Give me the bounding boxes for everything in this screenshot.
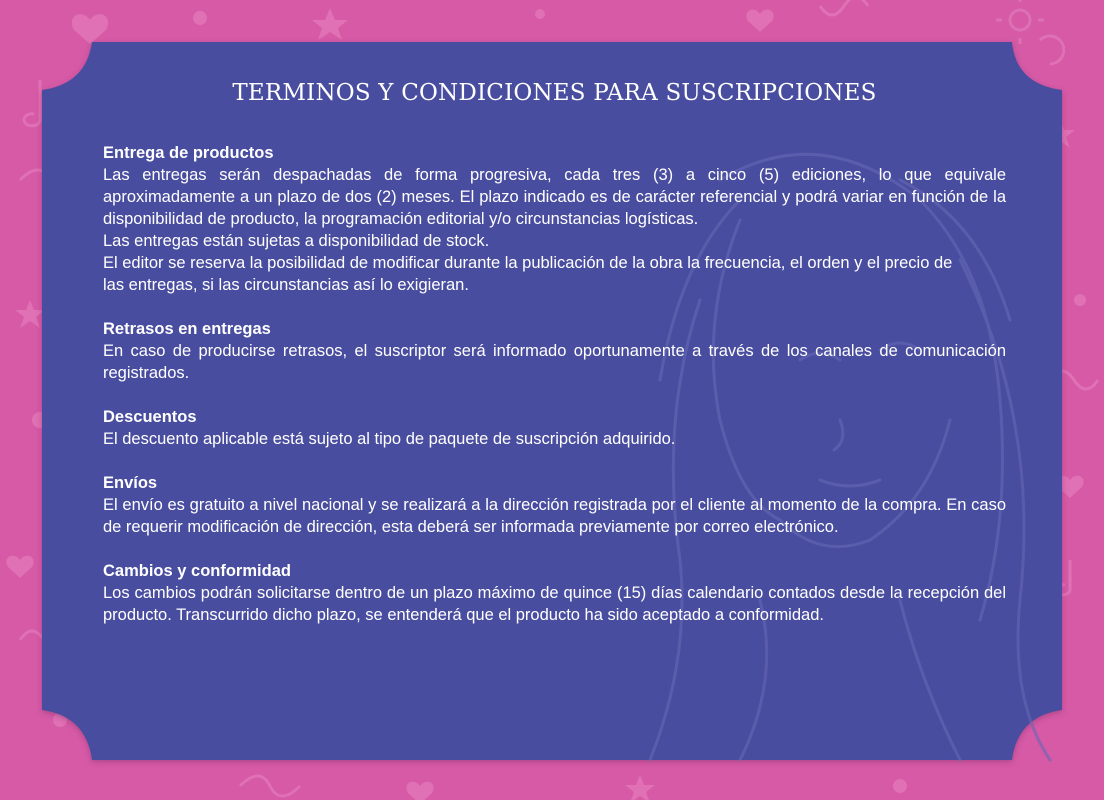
section-paragraph: Las entregas serán despachadas de forma progresiva, cada tres (3) a cinco (5) ediciones, lo que equivale aproximadamente a un plazo de dos (2) meses. El plazo indicado es de carácter referencial y podrá variar en función de la disponibilidad de producto, la programación editorial y/o circunstancias logísticas. [103, 166, 1006, 228]
section-paragraph: El descuento aplicable está sujeto al tipo de paquete de suscripción adquirido. [103, 430, 676, 448]
page-title: TERMINOS Y CONDICIONES PARA SUSCRIPCIONES [232, 80, 877, 106]
section-heading: Retrasos en entregas [103, 320, 271, 338]
section-paragraph: Los cambios podrán solicitarse dentro de un plazo máximo de quince (15) días calendario contados desde la recepción del producto. Transcurrido dicho plazo, se entenderá que el producto ha sido aceptado a conformidad. [103, 584, 1006, 624]
section-heading: Cambios y conformidad [103, 562, 291, 580]
section-paragraph: El envío es gratuito a nivel nacional y se realizará a la dirección registrada por el cliente al momento de la compra. En caso de requerir modificación de dirección, esta deberá ser informada previamente por correo electrónico. [103, 496, 1006, 536]
section-heading: Entrega de productos [103, 144, 274, 162]
section-retrasos-en-entregas [103, 318, 1006, 384]
section-cambios-y-conformidad [103, 560, 1006, 626]
section-heading: Descuentos [103, 408, 197, 426]
section-paragraph: El editor se reserva la posibilidad de modificar durante la publicación de la obra la frecuencia, el orden y el precio de las entregas, si las circunstancias así lo exigieran. [103, 254, 953, 294]
section-paragraph: En caso de producirse retrasos, el suscriptor será informado oportunamente a través de los canales de comunicación registrados. [103, 342, 1006, 382]
terms-content [103, 80, 1006, 648]
section-entrega-de-productos [103, 142, 1006, 296]
section-paragraph: Las entregas están sujetas a disponibilidad de stock. [103, 232, 490, 250]
section-heading: Envíos [103, 474, 158, 492]
section-descuentos [103, 406, 1006, 450]
section-envios [103, 472, 1006, 538]
